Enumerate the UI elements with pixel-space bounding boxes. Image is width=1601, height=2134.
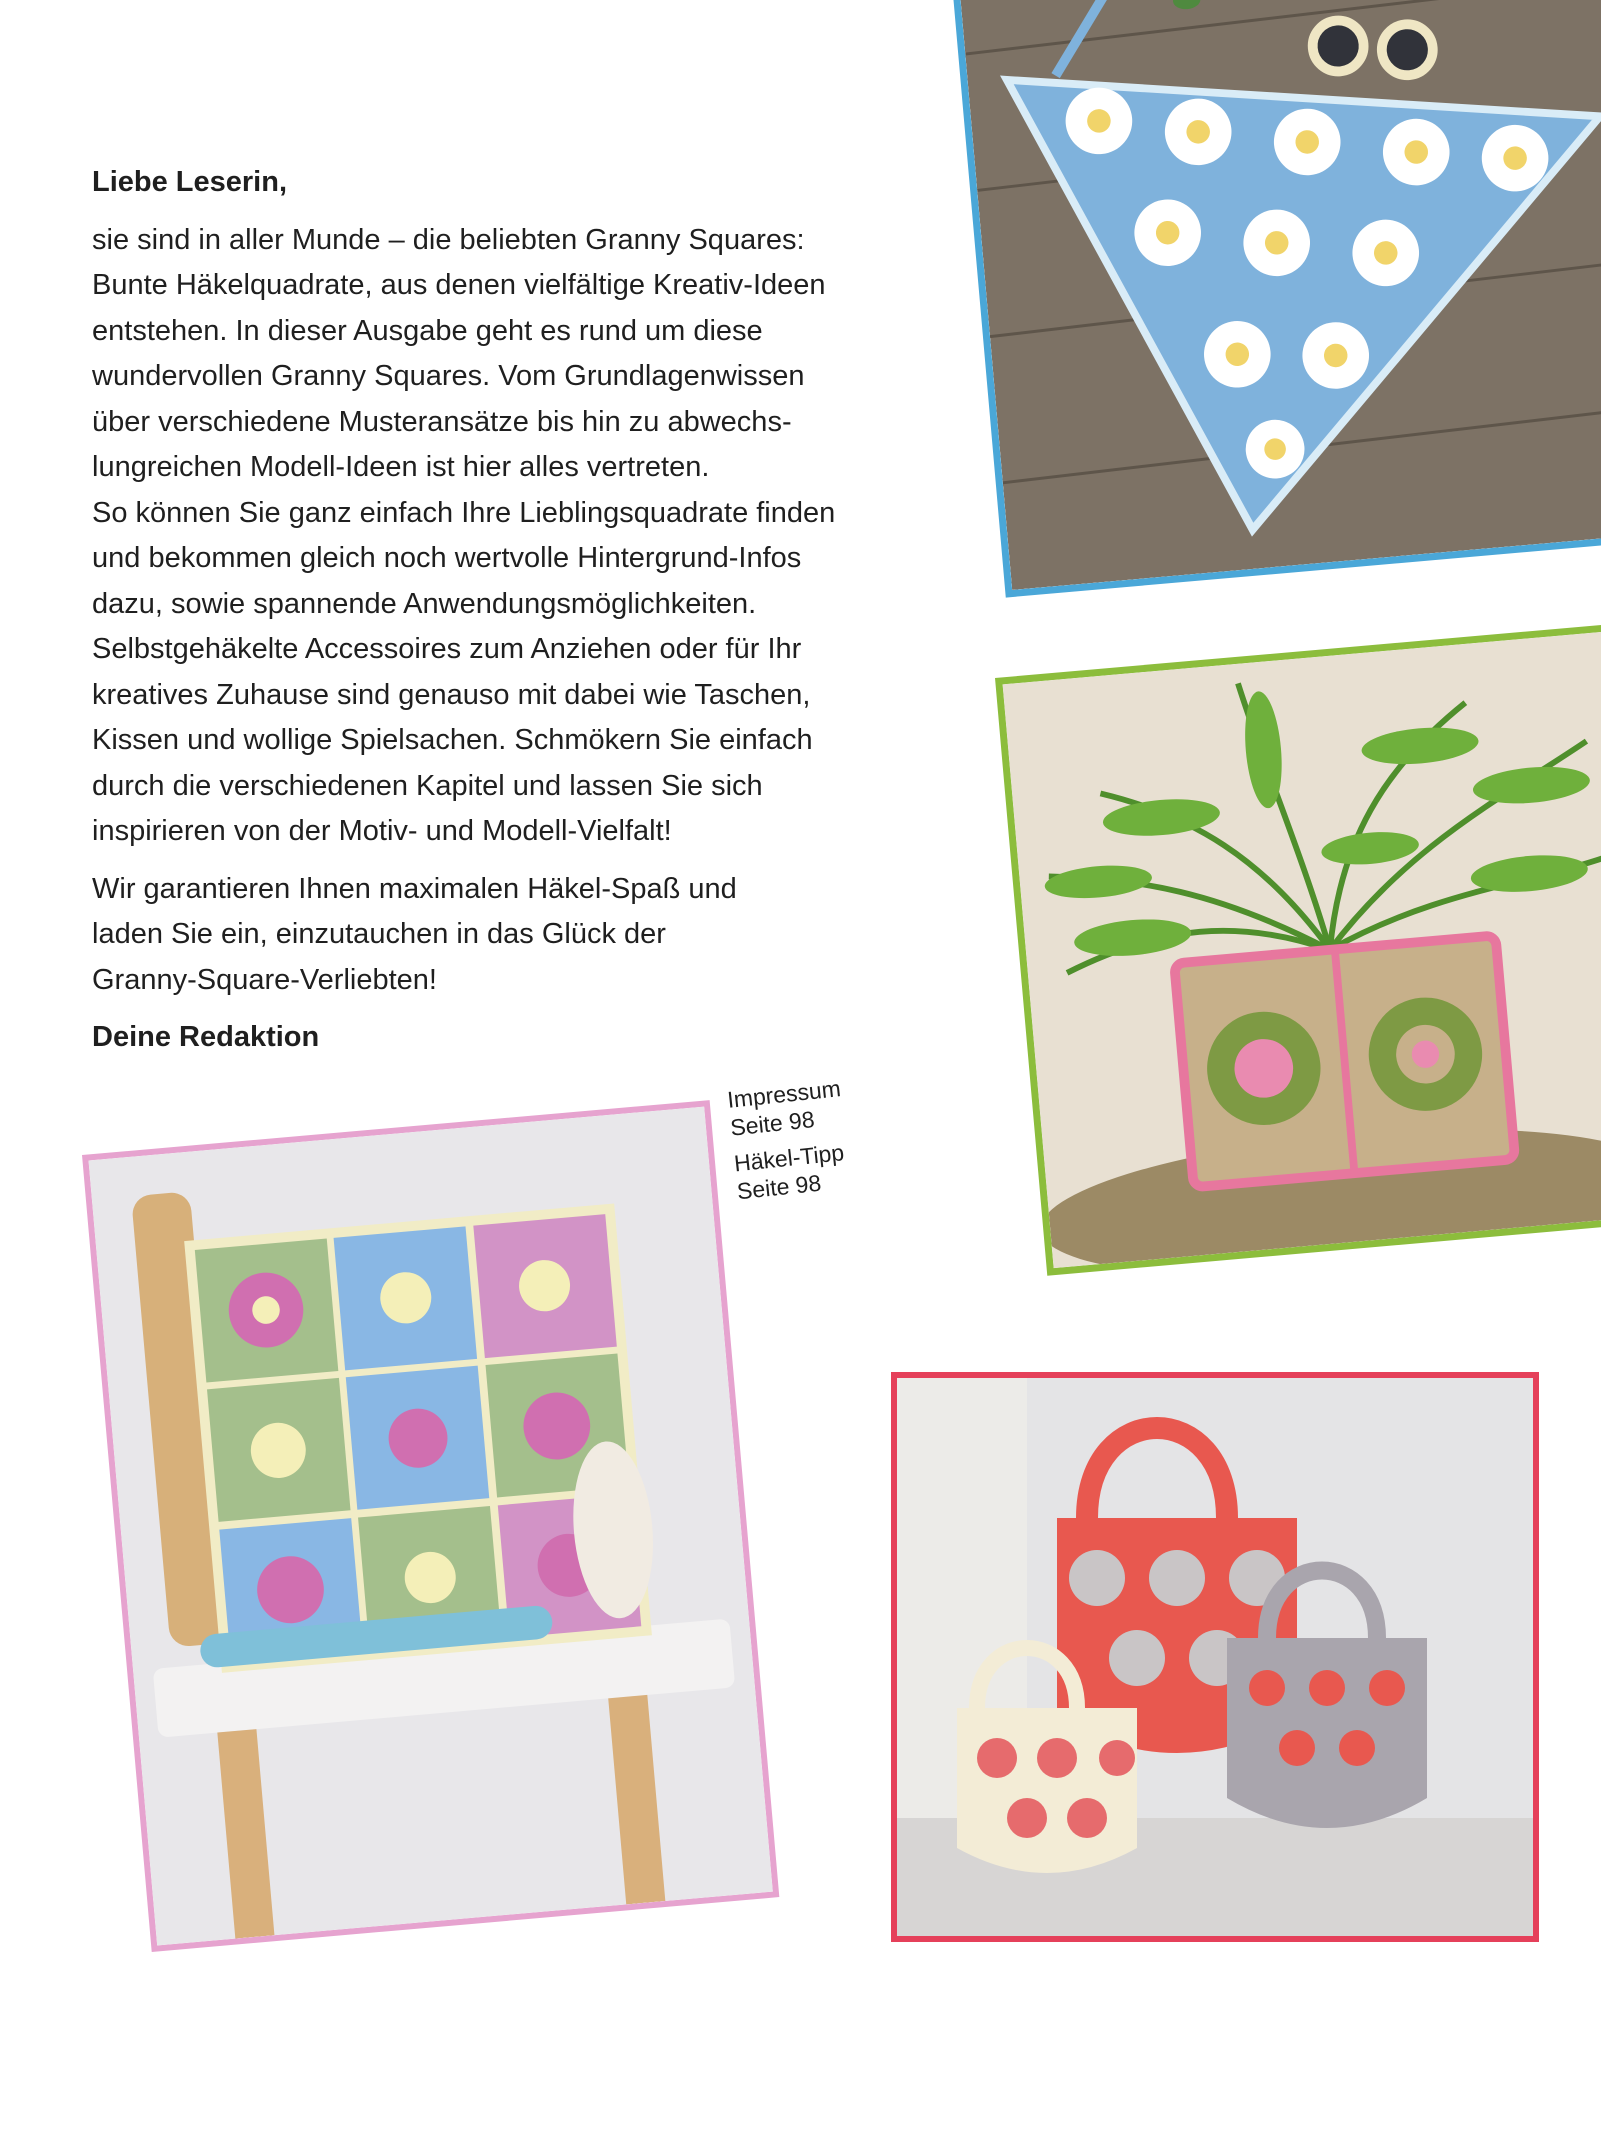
letter-paragraph-1 [92,218,892,855]
tipp-label: Häkel-Tipp [732,1139,846,1177]
text-line: und bekommen gleich noch wertvolle Hintergrund-Infos [92,542,802,574]
text-line: Kissen und wollige Spielsachen. Schmökern Sie einfach [92,724,813,756]
text-line: entstehen. In dieser Ausgabe geht es rund um diese [92,314,763,347]
text-line: inspirieren von der Motiv- und Modell-Vielfalt! [92,815,672,847]
tipp-reference[interactable] [733,1138,852,1206]
text-line: durch die verschiedenen Kapitel und lassen Sie sich [92,769,763,802]
page-references [726,1074,853,1213]
text-line: sie sind in aller Munde – die beliebten Granny Squares: [92,223,805,256]
letter-signature: Deine Redaktion [92,1021,320,1053]
letter-greeting: Liebe Leserin, [92,166,288,198]
text-line: Selbstgehäkelte Accessoires zum Anziehen oder für Ihr [92,633,802,665]
text-line: laden Sie ein, einzutauchen in das Glück der [92,918,666,950]
impressum-page: Seite 98 [729,1106,816,1141]
text-line: dazu, sowie spannende Anwendungsmöglichkeiten. [92,587,757,620]
scarf-illustration [958,0,1601,590]
text-line: Wir garantieren Ihnen maximalen Häkel-Spaß und [92,872,737,905]
letter-paragraph-2 [92,867,892,1004]
impressum-label: Impressum [726,1075,842,1113]
impressum-reference[interactable] [726,1074,845,1142]
editorial-letter [92,160,892,1090]
text-line: Bunte Häkelquadrate, aus denen vielfältige Kreativ-Ideen [92,269,826,301]
text-line: wundervollen Granny Squares. Vom Grundlagenwissen [92,360,805,392]
text-line: Granny-Square-Verliebten! [92,963,437,996]
plant-pot-illustration [1003,632,1601,1269]
scarf-photo [950,0,1601,598]
tipp-page: Seite 98 [735,1169,823,1205]
text-line: kreatives Zuhause sind genauso mit dabei wie Taschen, [92,678,811,711]
cushion-photo [82,1100,779,1952]
text-line: So können Sie ganz einfach Ihre Lieblingsquadrate finden [92,496,836,529]
text-line: über verschiedene Musteransätze bis hin zu abwechs- [92,405,792,438]
bags-illustration [897,1378,1533,1936]
bags-photo [891,1372,1539,1942]
cushion-illustration [89,1107,773,1946]
plant-pot-photo [995,624,1601,1276]
text-line: lungreichen Modell-Ideen ist hier alles vertreten. [92,451,710,483]
